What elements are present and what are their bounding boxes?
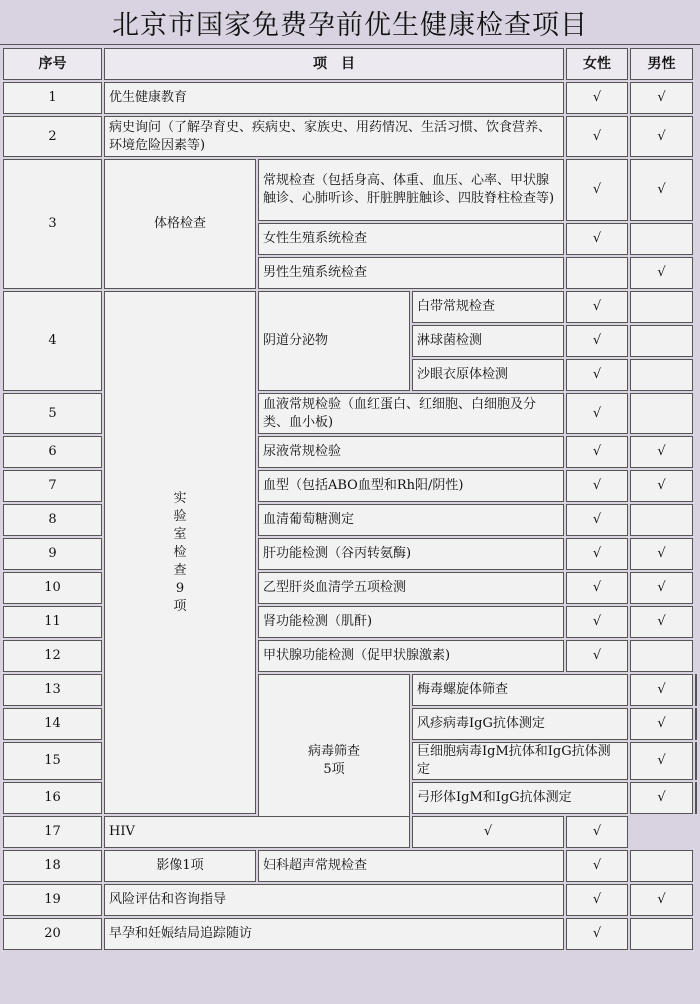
female-check: √: [566, 640, 628, 672]
group-virus-line: 病毒筛查: [307, 744, 360, 759]
item-name: 甲状腺功能检测（促甲状腺激素): [258, 640, 564, 672]
male-check: √: [630, 470, 693, 502]
female-check: √: [566, 223, 628, 255]
item-name: 妇科超声常规检查: [258, 850, 564, 882]
female-check: √: [412, 816, 564, 848]
item-name: 梅毒螺旋体筛查: [412, 674, 628, 706]
male-check: √: [630, 606, 693, 638]
row-number: 2: [3, 116, 102, 157]
female-check: √: [630, 708, 693, 740]
item-name: 尿液常规检验: [258, 436, 564, 468]
table-row: [3, 159, 697, 221]
male-check: [695, 674, 697, 706]
male-check: [630, 291, 693, 323]
row-number: 20: [3, 918, 102, 950]
female-check: √: [566, 116, 628, 157]
female-check: √: [566, 436, 628, 468]
item-name: 血液常规检验（血红蛋白、红细胞、白细胞及分类、血小板): [258, 393, 564, 434]
header-male: 男性: [630, 48, 693, 80]
item-name: 男性生殖系统检查: [258, 257, 564, 289]
male-check: [630, 918, 693, 950]
female-check: √: [566, 538, 628, 570]
row-number: 1: [3, 82, 102, 114]
male-check: √: [630, 82, 693, 114]
group-lab: [104, 291, 256, 814]
item-name: 常规检查（包括身高、体重、血压、心率、甲状腺触诊、心肺听诊、肝脏脾脏触诊、四肢脊柱检查等): [258, 159, 564, 221]
table-header-row: [3, 48, 697, 80]
male-check: √: [630, 538, 693, 570]
male-check: [630, 223, 693, 255]
item-name: 阴道分泌物: [258, 291, 410, 391]
male-check: [695, 742, 697, 780]
group-lab-char: 实: [173, 490, 187, 506]
female-check: √: [566, 291, 628, 323]
male-check: [630, 359, 693, 391]
male-check: √: [630, 116, 693, 157]
exam-items-table: [1, 46, 699, 952]
male-check: [630, 850, 693, 882]
row-number: 16: [3, 782, 102, 814]
male-check: √: [566, 816, 628, 848]
group-lab-char: 验: [173, 508, 187, 524]
item-name: 血型（包括ABO血型和Rh阳/阴性): [258, 470, 564, 502]
row-number: 8: [3, 504, 102, 536]
row-number: 4: [3, 291, 102, 391]
item-name: 肝功能检测（谷丙转氨酶): [258, 538, 564, 570]
row-number: 6: [3, 436, 102, 468]
female-check: [566, 257, 628, 289]
female-check: √: [630, 782, 693, 814]
group-lab-char: 查: [173, 562, 187, 578]
group-lab-char: 9: [175, 580, 185, 596]
female-check: √: [566, 359, 628, 391]
row-number: 19: [3, 884, 102, 916]
item-name: 乙型肝炎血清学五项检测: [258, 572, 564, 604]
item-name: 优生健康教育: [104, 82, 564, 114]
male-check: √: [630, 436, 693, 468]
male-check: [695, 782, 697, 814]
female-check: √: [566, 504, 628, 536]
female-check: √: [630, 674, 693, 706]
row-number: 13: [3, 674, 102, 706]
header-female: 女性: [566, 48, 628, 80]
table-row: [3, 291, 697, 323]
row-number: 15: [3, 742, 102, 780]
row-number: 11: [3, 606, 102, 638]
table-row: [3, 82, 697, 114]
female-check: √: [566, 393, 628, 434]
row-number: 9: [3, 538, 102, 570]
female-check: √: [566, 918, 628, 950]
female-check: √: [566, 572, 628, 604]
table-row: [3, 816, 697, 848]
row-number: 7: [3, 470, 102, 502]
group-lab-char: 室: [173, 526, 187, 542]
male-check: [630, 640, 693, 672]
item-name: 风疹病毒IgG抗体测定: [412, 708, 628, 740]
item-name: 病史询问（了解孕育史、疾病史、家族史、用药情况、生活习惯、饮食营养、环境危险因素等): [104, 116, 564, 157]
sub-item-name: 白带常规检查: [412, 291, 564, 323]
item-name: 血清葡萄糖测定: [258, 504, 564, 536]
item-name: 肾功能检测（肌酐): [258, 606, 564, 638]
item-name: 早孕和妊娠结局追踪随访: [104, 918, 564, 950]
item-name: HIV: [104, 816, 410, 848]
row-number: 12: [3, 640, 102, 672]
male-check: √: [630, 257, 693, 289]
page-title: 北京市国家免费孕前优生健康检查项目: [0, 0, 700, 45]
item-name: 弓形体IgM和IgG抗体测定: [412, 782, 628, 814]
female-check: √: [566, 159, 628, 221]
female-check: √: [630, 742, 693, 780]
header-no: 序号: [3, 48, 102, 80]
male-check: [695, 708, 697, 740]
header-item: 项 目: [104, 48, 564, 80]
row-number: 5: [3, 393, 102, 434]
group-physical: 体格检查: [104, 159, 256, 289]
group-lab-char: 检: [173, 544, 187, 560]
female-check: √: [566, 325, 628, 357]
table-row: [3, 884, 697, 916]
item-name: 风险评估和咨询指导: [104, 884, 564, 916]
male-check: √: [630, 159, 693, 221]
male-check: √: [630, 572, 693, 604]
group-imaging: 影像1项: [104, 850, 256, 882]
female-check: √: [566, 470, 628, 502]
male-check: √: [630, 884, 693, 916]
male-check: [630, 504, 693, 536]
row-number: 17: [3, 816, 102, 848]
row-number: 10: [3, 572, 102, 604]
table-row: [3, 918, 697, 950]
item-name: 巨细胞病毒IgM抗体和IgG抗体测定: [412, 742, 628, 780]
female-check: √: [566, 850, 628, 882]
group-virus-line: 5项: [323, 762, 345, 777]
sub-item-name: 淋球菌检测: [412, 325, 564, 357]
group-lab-char: 项: [173, 598, 187, 614]
female-check: √: [566, 82, 628, 114]
row-number: 14: [3, 708, 102, 740]
sub-item-name: 沙眼衣原体检测: [412, 359, 564, 391]
male-check: [630, 393, 693, 434]
row-number: 18: [3, 850, 102, 882]
row-number: 3: [3, 159, 102, 289]
female-check: √: [566, 884, 628, 916]
male-check: [630, 325, 693, 357]
item-name: 女性生殖系统检查: [258, 223, 564, 255]
table-row: [3, 850, 697, 882]
female-check: √: [566, 606, 628, 638]
table-row: [3, 116, 697, 157]
